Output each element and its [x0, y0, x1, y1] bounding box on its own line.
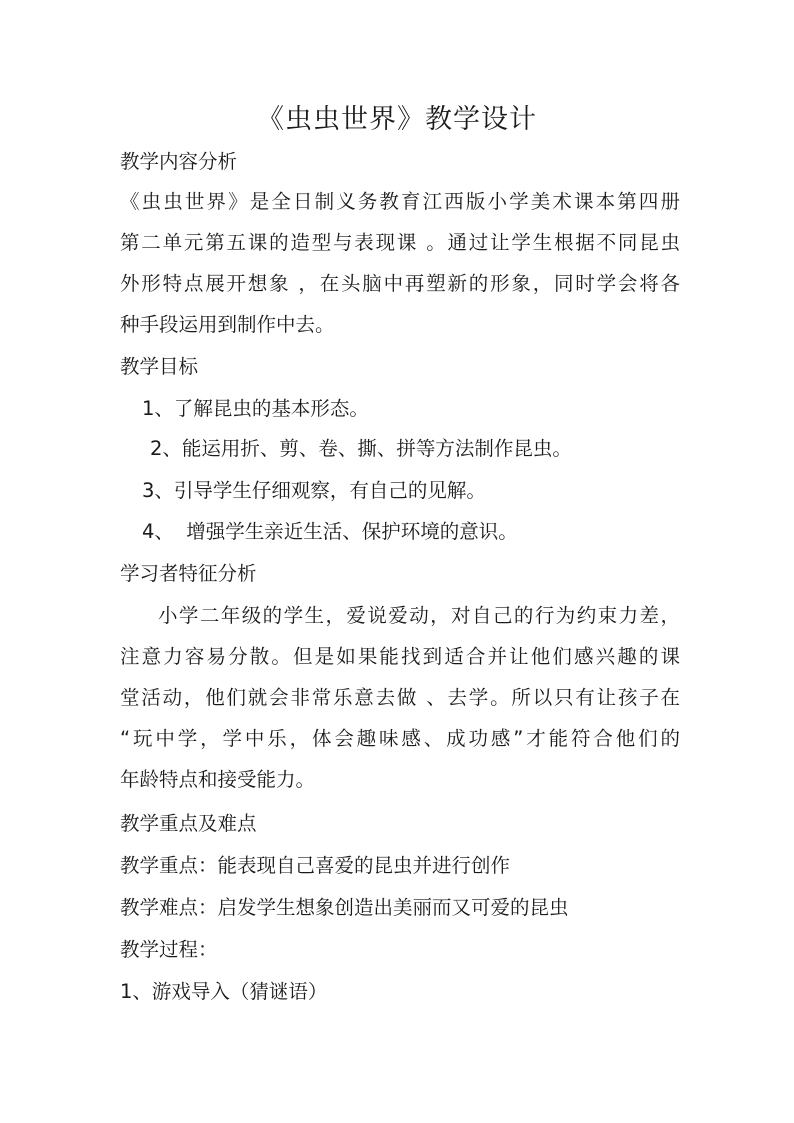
- section-heading-process: 教学过程：: [120, 938, 218, 961]
- paragraph-line: 《虫虫世界》是全日制义务教育江西版小学美术课本第四册: [120, 190, 680, 213]
- paragraph-line: 种手段运用到制作中去。: [120, 313, 335, 336]
- section-heading-objectives: 教学目标: [120, 355, 199, 378]
- difficulty-line: 教学难点：启发学生想象创造出美丽而又可爱的昆虫: [120, 896, 569, 919]
- paragraph-line: 年龄特点和接受能力。: [120, 768, 316, 791]
- process-step: 1、游戏导入（猜谜语）: [120, 980, 328, 1003]
- objective-item: 1、了解昆虫的基本形态。: [142, 397, 369, 420]
- objective-item: 4、 增强学生亲近生活、保护环境的意识。: [142, 520, 518, 543]
- paragraph-line: “玩中学，学中乐，体会趣味感、成功感”才能符合他们的: [120, 727, 680, 750]
- section-heading-content-analysis: 教学内容分析: [120, 150, 238, 173]
- section-heading-key-points: 教学重点及难点: [120, 812, 257, 835]
- paragraph-line: 堂活动，他们就会非常乐意去做 、去学。所以只有让孩子在: [120, 686, 680, 709]
- key-point-line: 教学重点：能表现自己喜爱的昆虫并进行创作: [120, 854, 511, 877]
- section-heading-learner-analysis: 学习者特征分析: [120, 562, 257, 585]
- objective-item: 2、能运用折、剪、卷、撕、拼等方法制作昆虫。: [150, 437, 572, 460]
- paragraph-line: 第二单元第五课的造型与表现课 。通过让学生根据不同昆虫: [120, 231, 680, 254]
- paragraph-line: 注意力容易分散。但是如果能找到适合并让他们感兴趣的课: [120, 645, 680, 668]
- paragraph-line: 外形特点展开想象 ，在头脑中再塑新的形象，同时学会将各: [120, 272, 680, 295]
- document-title: 《虫虫世界》教学设计: [257, 104, 537, 135]
- objective-item: 3、引导学生仔细观察，有自己的见解。: [142, 479, 486, 502]
- paragraph-line: 小学二年级的学生，爱说爱动，对自己的行为约束力差，: [158, 604, 680, 627]
